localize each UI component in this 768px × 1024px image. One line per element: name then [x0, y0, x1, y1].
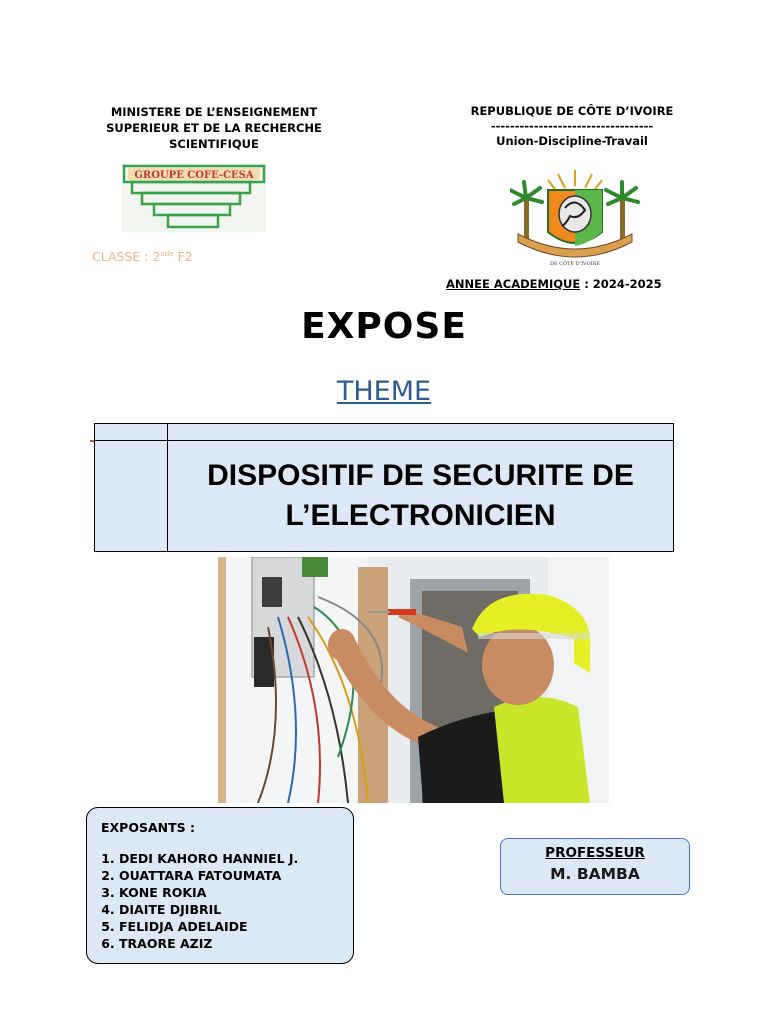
teacher-name: M. BAMBA [550, 865, 640, 883]
presenter-item: 2. OUATTARA FATOUMATA [119, 867, 298, 884]
coat-of-arms-emblem [510, 168, 640, 268]
emblem-text: DE CÔTE D'IVOIRE [549, 261, 601, 267]
electrician-photo [218, 557, 609, 803]
table-header-line [95, 440, 673, 441]
class-label [92, 249, 193, 264]
presenter-item: 5. FELIDJA ADELAIDE [119, 918, 298, 935]
subject-line-2: L’ELECTRONICIEN [285, 499, 556, 532]
subject-title [168, 456, 673, 536]
teacher-box [500, 838, 690, 895]
subject-table [94, 423, 674, 552]
presenters-title: EXPOSANTS : [101, 820, 195, 835]
presenter-item: 4. DIAITE DJIBRIL [119, 901, 298, 918]
academic-year-value: : 2024-2025 [580, 277, 662, 291]
subject-line-1: DISPOSITIF DE SECURITE DE [207, 459, 634, 492]
presenter-item: 1. DEDI KAHORO HANNIEL J. [119, 850, 298, 867]
class-label-sup: nde [160, 249, 174, 258]
school-logo-text: GROUPE COFE-CESA [134, 170, 254, 181]
presenters-list [87, 850, 298, 952]
presenters-box [86, 807, 354, 964]
class-label-suffix: F2 [173, 249, 193, 264]
ministry-line-2: SUPERIEUR ET DE LA RECHERCHE [106, 121, 322, 135]
academic-year-label: ANNEE ACADEMIQUE [446, 277, 581, 291]
ministry-line-3: SCIENTIFIQUE [169, 137, 259, 151]
republic-motto: Union-Discipline-Travail [496, 134, 648, 148]
class-label-text: CLASSE : 2 [92, 249, 161, 264]
presenter-item: 6. TRAORE AZIZ [119, 935, 298, 952]
academic-year [446, 277, 662, 291]
ministry-line-1: MINISTERE DE L’ENSEIGNEMENT [110, 105, 318, 119]
presenter-item: 3. KONE ROKIA [119, 884, 298, 901]
school-logo [122, 164, 266, 232]
theme-label: THEME [336, 376, 432, 407]
teacher-label: PROFESSEUR [545, 845, 645, 861]
republic-header [440, 104, 704, 149]
republic-name: REPUBLIQUE DE CÔTE D’IVOIRE [470, 104, 674, 118]
document-title: EXPOSE [301, 306, 467, 347]
ministry-header [80, 104, 348, 152]
republic-separator: ---------------------------------- [490, 119, 654, 133]
